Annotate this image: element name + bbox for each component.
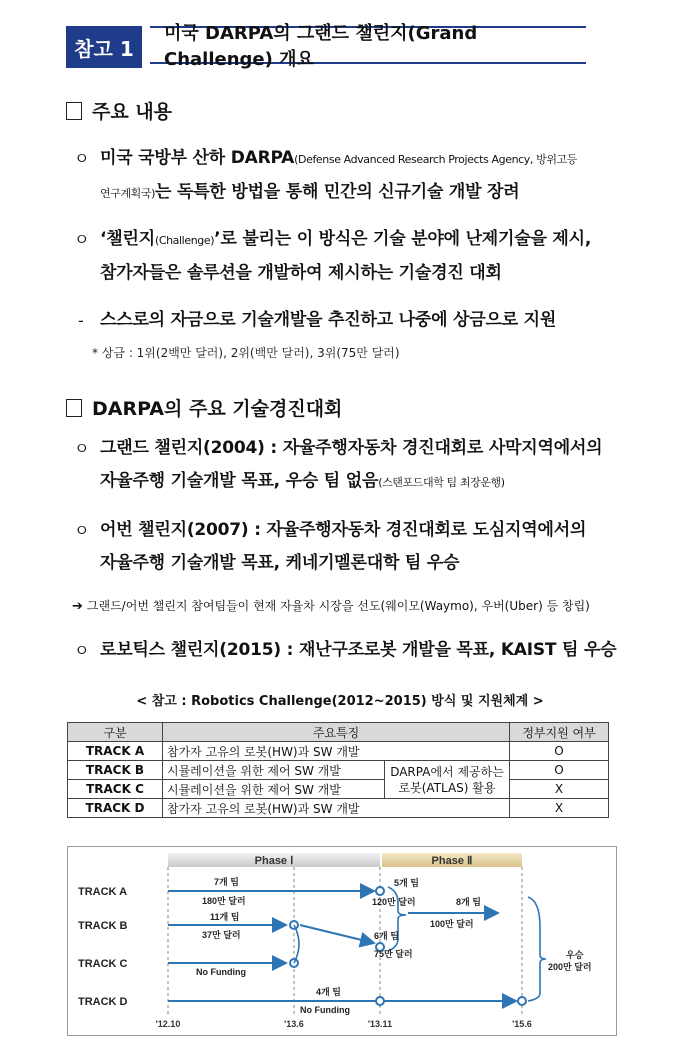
bc-merge-arrow [300, 925, 374, 943]
feature-cell: 시뮬레이션을 위한 제어 SW 개발 [163, 780, 385, 799]
bc-bracket [294, 925, 299, 963]
bullet-robotics-challenge [74, 634, 630, 667]
date-label: '15.6 [512, 1019, 532, 1029]
p2-top-teams: 5개 팀 [394, 878, 419, 888]
bullet-mark: ㅇ [74, 641, 90, 660]
a1-teams: 7개 팀 [214, 877, 239, 887]
bullet-text: 는 독특한 방법을 통해 민간의 신규기술 개발 장려 [155, 182, 520, 202]
d1-money: No Funding [300, 1005, 350, 1015]
winner-money: 200만 달러 [548, 962, 592, 972]
track-cell: TRACK B [68, 761, 163, 780]
c1-money: No Funding [196, 967, 246, 977]
column-header: 주요특징 [163, 723, 510, 742]
bullet-mark: ㅇ [74, 230, 90, 249]
table-row [68, 799, 609, 818]
bullet-small-text: (스탠포드대학 팀 최장운행) [378, 476, 505, 489]
track-cell: TRACK A [68, 742, 163, 761]
arrow-note-text: 그랜드/어번 챌린지 참여팀들이 현재 자율차 시장을 선도(웨이모(Waymo), 우버(Uber) 등 창립) [86, 599, 590, 613]
section-title: DARPA의 주요 기술경진대회 [92, 398, 343, 420]
bullet-text: 참가자들은 솔루션을 개발하여 제시하는 기술경진 대회 [100, 263, 502, 283]
checkbox-square-icon [66, 102, 82, 120]
bullet-urban-challenge [74, 514, 630, 580]
bullet-text: 미국 국방부 산하 DARPA [100, 148, 295, 168]
bullet-small-text: 연구계획국) [100, 187, 156, 200]
table-row [68, 742, 609, 761]
arrow-note [72, 597, 642, 614]
node-circle [376, 997, 384, 1005]
support-cell: X [510, 799, 609, 818]
track-cell: TRACK C [68, 780, 163, 799]
reference-badge: 참고 1 [66, 26, 142, 68]
bullet-text: 자율주행 기술개발 목표, 케네기멜론대학 팀 우승 [100, 553, 460, 573]
track-flow-svg [68, 847, 616, 1035]
d1-teams: 4개 팀 [316, 987, 341, 997]
final-teams: 8개 팀 [456, 897, 481, 907]
p2-mid-money: 75만 달러 [374, 949, 413, 959]
support-cell: O [510, 761, 609, 780]
b1-money: 37만 달러 [202, 930, 241, 940]
a1-money: 180만 달러 [202, 896, 246, 906]
section-heading-main-content [66, 97, 172, 124]
table-row [68, 761, 609, 780]
dash-mark: - [78, 311, 84, 330]
track-cell: TRACK D [68, 799, 163, 818]
bullet-text: ‘챌린지 [100, 229, 155, 249]
bullet-text: 어번 챌린지(2007) : 자율주행자동차 경진대회로 도심지역에서의 [100, 520, 587, 540]
bullet-challenge-method [74, 223, 630, 290]
bullet-text: 그랜드 챌린지(2004) : 자율주행자동차 경진대회로 사막지역에서의 [100, 438, 603, 458]
date-label: '12.10 [155, 1019, 181, 1029]
b1-teams: 11개 팀 [210, 912, 240, 922]
bullet-text: ’로 불리는 이 방식은 기술 분야에 난제기술을 제시, [214, 229, 592, 249]
feature-cell: 시뮬레이션을 위한 제어 SW 개발 [163, 761, 385, 780]
arrow-icon: ➔ [72, 599, 83, 614]
track-c-label: TRACK C [78, 958, 128, 970]
bullet-text: 로보틱스 챌린지(2015) : 재난구조로봇 개발을 목표, KAIST 팀 우승 [100, 640, 617, 660]
column-header: 정부지원 여부 [510, 723, 609, 742]
robotics-challenge-table [67, 722, 609, 818]
checkbox-square-icon [66, 399, 82, 417]
page-title: 미국 DARPA의 그랜드 챌린지(Grand Challenge) 개요 [150, 26, 586, 64]
track-flow-diagram [67, 846, 617, 1036]
merged-note-cell: DARPA에서 제공하는 로봇(ATLAS) 활용 [385, 761, 510, 799]
table-header-row [68, 723, 609, 742]
bullet-small-text: (Challenge) [154, 234, 215, 247]
p2-mid-teams: 6개 팀 [374, 931, 399, 941]
dash-item-funding [78, 304, 630, 337]
feature-cell: 참가자 고유의 로봇(HW)과 SW 개발 [163, 799, 510, 818]
node-circle [518, 997, 526, 1005]
support-cell: O [510, 742, 609, 761]
track-a-label: TRACK A [78, 886, 128, 898]
track-d-label: TRACK D [78, 996, 128, 1008]
p2-top-money: 120만 달러 [372, 897, 416, 907]
bullet-text: 자율주행 기술개발 목표, 우승 팀 없음 [100, 471, 379, 491]
node-circle [376, 887, 384, 895]
winner-label: 우승 [566, 950, 584, 960]
bullet-mark: ㅇ [74, 439, 90, 458]
date-label: '13.11 [367, 1019, 393, 1029]
table-row [68, 780, 609, 799]
bullet-grand-challenge [74, 432, 630, 499]
bullet-mark: ㅇ [74, 149, 90, 168]
bullet-mark: ㅇ [74, 521, 90, 540]
feature-cell: 참가자 고유의 로봇(HW)과 SW 개발 [163, 742, 510, 761]
final-money: 100만 달러 [430, 919, 474, 929]
bullet-small-text: (Defense Advanced Research Projects Agency, 방위고등 [294, 153, 578, 166]
phase2-label: Phase Ⅱ [431, 855, 473, 867]
track-b-label: TRACK B [78, 920, 128, 932]
dash-text: 스스로의 자금으로 기술개발을 추진하고 나중에 상금으로 지원 [100, 310, 557, 330]
section-heading-competitions [66, 394, 342, 421]
winner-bracket [528, 897, 546, 1001]
support-cell: X [510, 780, 609, 799]
column-header: 구분 [68, 723, 163, 742]
section-title: 주요 내용 [92, 101, 173, 123]
milestone-guides [168, 867, 522, 1017]
bullet-darpa-intro [74, 142, 630, 210]
date-label: '13.6 [284, 1019, 304, 1029]
table-caption: < 참고 : Robotics Challenge(2012~2015) 방식 및 지원체계 > [136, 694, 544, 709]
prize-note: * 상금 : 1위(2백만 달러), 2위(백만 달러), 3위(75만 달러) [92, 346, 400, 360]
phase1-label: Phase Ⅰ [254, 855, 294, 867]
